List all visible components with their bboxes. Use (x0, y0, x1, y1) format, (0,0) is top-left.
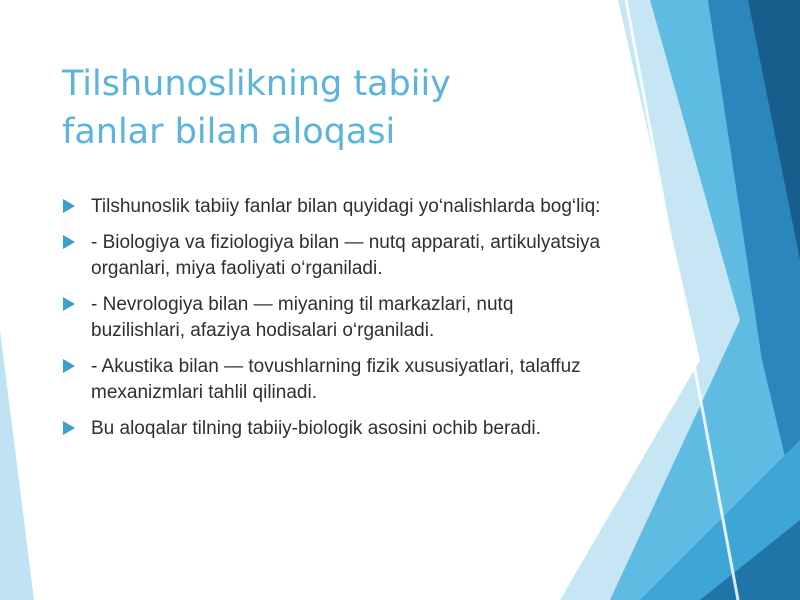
triangle-right-icon (62, 421, 76, 435)
bullet-item (62, 354, 602, 406)
triangle-right-icon (62, 359, 76, 373)
bullet-text: Bu aloqalar tilning tabiiy-biologik asosini ochib beradi. (91, 418, 541, 439)
bullet-item (62, 292, 602, 344)
triangle-right-icon (62, 235, 76, 249)
bullet-text: - Biologiya va fiziologiya bilan — nutq apparati, artikulyatsiya organlari, miya faoliyati o‘rganiladi. (91, 232, 601, 279)
bullet-list (62, 194, 602, 452)
bullet-text: - Akustika bilan — tovushlarning fizik xususiyatlari, talaffuz mexanizmlari tahlil qilinadi. (91, 356, 581, 403)
bullet-text: - Nevrologiya bilan — miyaning til markazlari, nutq buzilishlari, afaziya hodisalari o‘rganiladi. (91, 294, 514, 341)
bullet-item (62, 416, 602, 442)
slide-title-line-2: fanlar bilan aloqasi (62, 112, 396, 152)
left-edge-shape (0, 330, 34, 600)
bullet-text: Tilshunoslik tabiiy fanlar bilan quyidagi yo‘nalishlarda bog‘liq: (91, 196, 601, 217)
triangle-right-icon (62, 199, 76, 213)
bullet-item (62, 194, 602, 220)
bullet-item (62, 230, 602, 282)
slide-title-line-1: Tilshunoslikning tabiiy (62, 64, 451, 104)
slide-title (62, 60, 582, 156)
triangle-right-icon (62, 297, 76, 311)
